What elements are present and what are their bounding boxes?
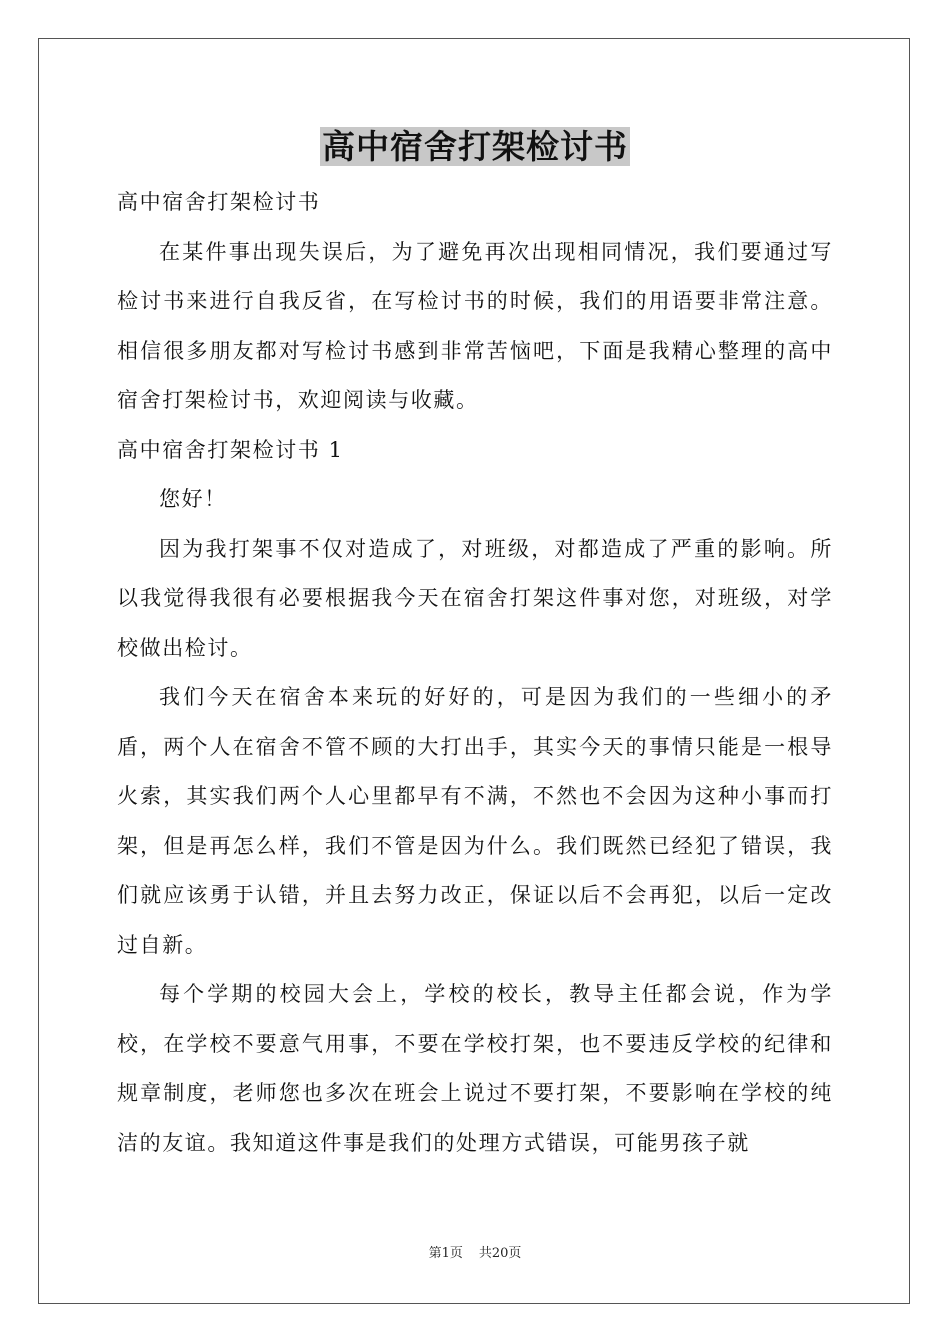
page-footer (0, 1245, 950, 1263)
document-title (0, 124, 950, 170)
paragraph-subheading: 高中宿舍打架检讨书 1 (117, 437, 344, 462)
document-title-text: 高中宿舍打架检讨书 (322, 127, 628, 166)
paragraph-greeting: 您好！ (159, 487, 227, 511)
page-total: 共20页 (478, 1246, 522, 1261)
paragraph-body: 我们今天在宿舍本来玩的好好的，可是因为我们的一些细小的矛盾，两个人在宿舍不管不顾的大打出手，其实今天的事情只能是一根导火索，其实我们两个人心里都早有不满，不然也不会因为这种小事而打架，但是再怎么样，我们不管是因为什么。我们既然已经犯了错误，我们就应该勇于认错，并且去努力改正，保证以后不会再犯，以后一定改过自新。 (117, 685, 833, 957)
paragraph-body: 每个学期的校园大会上，学校的校长，教导主任都会说，作为学校，在学校不要意气用事，不要在学校打架，也不要违反学校的纪律和规章制度，老师您也多次在班会上说过不要打架，不要影响在学校的纯洁的友谊。我知道这件事是我们的处理方式错误，可能男孩子就 (117, 982, 833, 1155)
paragraph-heading: 高中宿舍打架检讨书 (117, 190, 321, 214)
paragraph-intro: 在某件事出现失误后，为了避免再次出现相同情况，我们要通过写检讨书来进行自我反省，在写检讨书的时候，我们的用语要非常注意。相信很多朋友都对写检讨书感到非常苦恼吧，下面是我精心整理的高中宿舍打架检讨书，欢迎阅读与收藏。 (117, 239, 833, 412)
document-body (117, 178, 833, 1168)
paragraph-body: 因为我打架事不仅对造成了，对班级，对都造成了严重的影响。所以我觉得我很有必要根据我今天在宿舍打架这件事对您，对班级，对学校做出检讨。 (117, 536, 833, 660)
page-number: 第1页 (428, 1246, 463, 1261)
